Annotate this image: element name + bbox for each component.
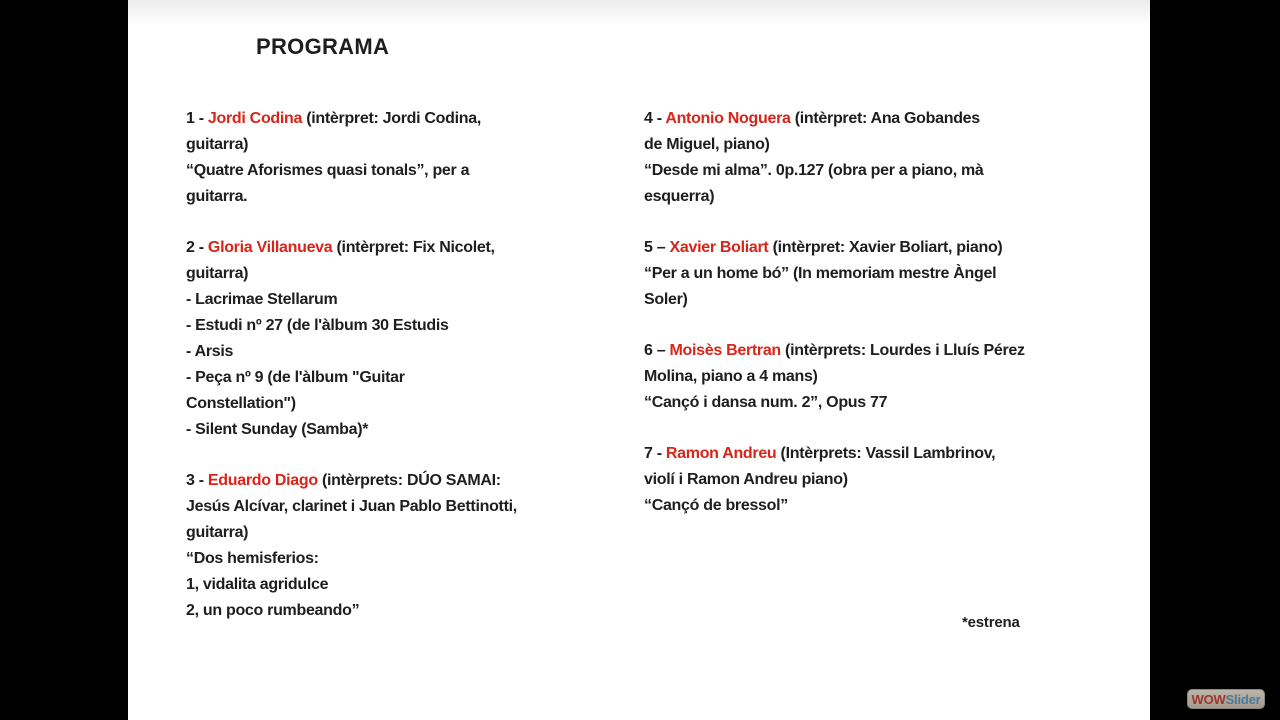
entry-performers: (intèrpret: Ana Gobandes: [790, 110, 980, 127]
program-entry: [186, 235, 636, 443]
entry-performers: (Intèrprets: Vassil Lambrinov,: [776, 445, 996, 462]
wowslider-wow-text: WOW: [1191, 691, 1226, 707]
program-entry: [186, 468, 636, 624]
entry-text-line: guitarra): [186, 265, 249, 282]
program-entry: [644, 106, 1144, 210]
program-column-right: [644, 106, 1144, 544]
entry-performers: (intèrprets: Lourdes i Lluís Pérez: [780, 342, 1025, 359]
entry-text-line: Molina, piano a 4 mans): [644, 368, 818, 385]
letterbox-left: [0, 0, 128, 720]
entry-text-line: guitarra.: [186, 188, 248, 205]
program-column-left: [186, 106, 636, 649]
entry-performers: (intèrpret: Fix Nicolet,: [332, 239, 495, 256]
composer-name: Moisès Bertran: [669, 342, 781, 359]
entry-header-line: [644, 235, 1144, 261]
page-title: PROGRAMA: [256, 34, 390, 59]
program-entry: [644, 338, 1144, 416]
slide-page: [128, 0, 1150, 720]
entry-performers: (intèrpret: Xavier Boliart, piano): [768, 239, 1003, 256]
entry-header-line: [186, 106, 636, 132]
entry-text-line: “Quatre Aforismes quasi tonals”, per a: [186, 162, 470, 179]
program-entry: [644, 441, 1144, 519]
entry-text-line: “Cançó i dansa num. 2”, Opus 77: [644, 394, 888, 411]
entry-performers: (intèrpret: Jordi Codina,: [302, 110, 481, 127]
entry-number: 7 -: [644, 445, 666, 462]
program-entry: [644, 235, 1144, 313]
wowslider-watermark-badge[interactable]: [1187, 689, 1265, 709]
entry-number: 2 -: [186, 239, 208, 256]
entry-text-line: “Desde mi alma”. 0p.127 (obra per a piano, mà: [644, 162, 984, 179]
composer-name: Xavier Boliart: [669, 239, 769, 256]
entry-header-line: [186, 468, 636, 494]
entry-number: 1 -: [186, 110, 208, 127]
entry-performers: (intèrprets: DÚO SAMAI:: [317, 472, 501, 489]
wowslider-slider-text: Slider: [1225, 691, 1261, 707]
entry-text-line: Jesús Alcívar, clarinet i Juan Pablo Bettinotti,: [186, 498, 517, 515]
entry-text-line: - Arsis: [186, 343, 234, 360]
entry-text-line: - Silent Sunday (Samba)*: [186, 421, 369, 438]
entry-number: 5 –: [644, 239, 670, 256]
entry-text-line: “Cançó de bressol”: [644, 497, 788, 514]
entry-text-line: “Per a un home bó” (In memoriam mestre Àngel: [644, 265, 997, 282]
entry-text-line: Soler): [644, 291, 688, 308]
entry-text-line: - Lacrimae Stellarum: [186, 291, 338, 308]
entry-number: 4 -: [644, 110, 666, 127]
composer-name: Eduardo Diago: [207, 472, 318, 489]
entry-text-line: de Miguel, piano): [644, 136, 770, 153]
entry-header-line: [186, 235, 636, 261]
entry-number: 3 -: [186, 472, 208, 489]
entry-text-line: “Dos hemisferios:: [186, 550, 319, 567]
premiere-footnote: *estrena: [962, 614, 1020, 631]
entry-text-line: - Peça nº 9 (de l'àlbum "Guitar: [186, 369, 405, 386]
entry-header-line: [644, 338, 1144, 364]
entry-header-line: [644, 441, 1144, 467]
composer-name: Jordi Codina: [207, 110, 303, 127]
composer-name: Ramon Andreu: [665, 445, 777, 462]
entry-text-line: - Estudi nº 27 (de l'àlbum 30 Estudis: [186, 317, 449, 334]
entry-text-line: Constellation"): [186, 395, 296, 412]
composer-name: Antonio Noguera: [665, 110, 791, 127]
entry-text-line: 2, un poco rumbeando”: [186, 602, 360, 619]
entry-text-line: violí i Ramon Andreu piano): [644, 471, 848, 488]
program-entry: [186, 106, 636, 210]
entry-text-line: guitarra): [186, 524, 249, 541]
entry-text-line: esquerra): [644, 188, 715, 205]
entry-header-line: [644, 106, 1144, 132]
entry-number: 6 –: [644, 342, 670, 359]
entry-text-line: guitarra): [186, 136, 249, 153]
letterbox-right: [1150, 0, 1280, 720]
composer-name: Gloria Villanueva: [207, 239, 333, 256]
entry-text-line: 1, vidalita agridulce: [186, 576, 329, 593]
